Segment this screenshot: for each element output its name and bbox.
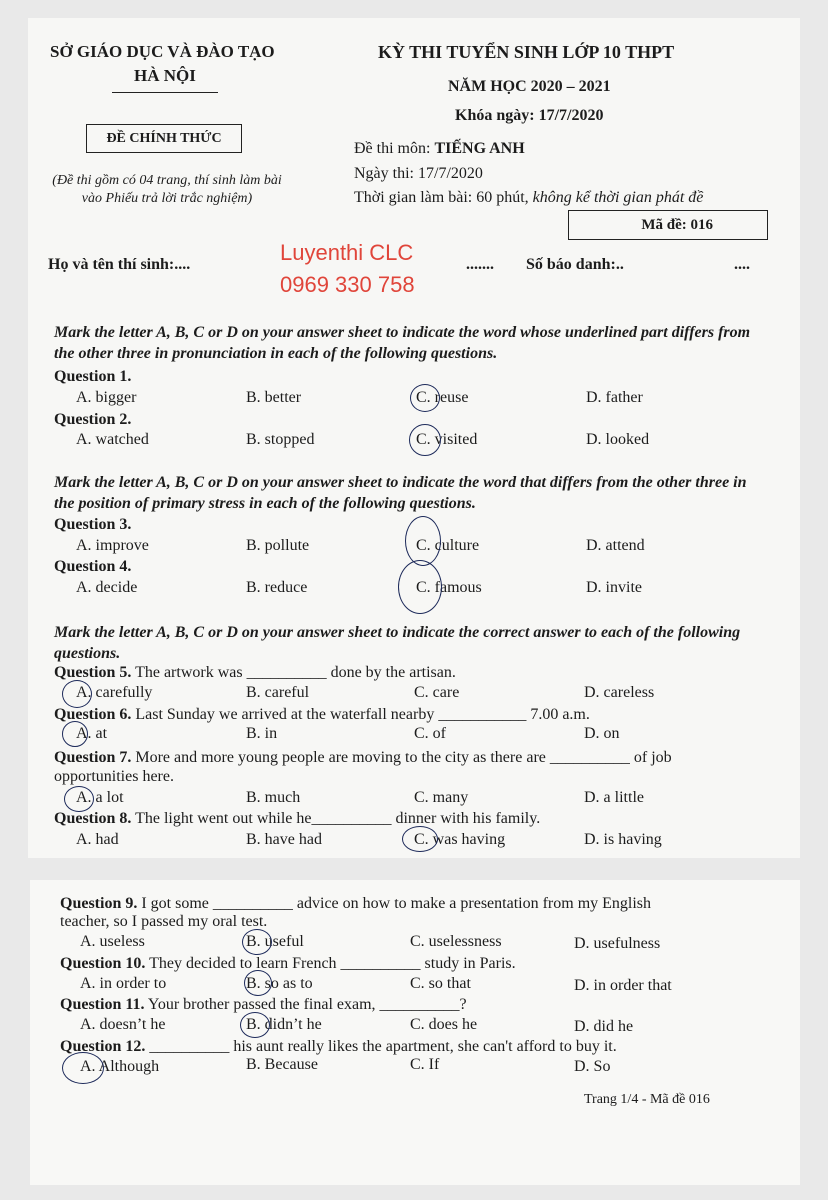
option-b: B. better	[246, 389, 302, 406]
option-c: C. does he	[410, 1016, 478, 1033]
option-d: D. attend	[586, 537, 645, 554]
question-row: Question 10. They decided to learn French __________ study in Paris.	[60, 955, 516, 972]
answer-circle	[62, 680, 92, 708]
question-continuation: opportunities here.	[54, 768, 174, 785]
option-b: B. careful	[246, 684, 310, 701]
option-d: D. invite	[586, 579, 642, 596]
option-d: D. a little	[584, 789, 644, 806]
question-row: Question 8. The light went out while he__________ dinner with his family.	[54, 810, 541, 827]
question-label: Question 2.	[54, 411, 132, 428]
option-b: B. pollute	[246, 537, 310, 554]
option-b: B. much	[246, 789, 301, 806]
option-c: C. of	[414, 725, 446, 742]
exam-code-box: Mã đề: 016	[568, 210, 768, 240]
subject-line: Đề thi môn: TIẾNG ANH	[354, 140, 525, 157]
option-d: D. is having	[584, 831, 662, 848]
option-b: B. reduce	[246, 579, 308, 596]
option-a: A. in order to	[80, 975, 167, 992]
option-b: B. so as to	[246, 975, 313, 992]
answer-circle	[62, 1052, 104, 1084]
answer-circle	[242, 929, 272, 955]
answer-circle	[64, 786, 94, 812]
department-name: SỞ GIÁO DỤC VÀ ĐÀO TẠO	[50, 42, 275, 61]
answer-circle	[244, 970, 272, 996]
option-d: D. did he	[574, 1018, 634, 1035]
option-a: A. useless	[80, 933, 145, 950]
exam-date: Khóa ngày: 17/7/2020	[455, 107, 604, 124]
city-name: HÀ NỘI	[134, 66, 196, 85]
option-c: C. care	[414, 684, 460, 701]
option-c: C. If	[410, 1056, 440, 1073]
candidate-name-label: Họ và tên thí sinh:....	[48, 256, 191, 273]
name-dots: .......	[466, 256, 494, 273]
page-footer: Trang 1/4 - Mã đề 016	[584, 1092, 710, 1107]
watermark-name: Luyenthi CLC	[280, 240, 414, 265]
question-row: Question 11. Your brother passed the final exam, __________?	[60, 996, 467, 1013]
question-row: Question 6. Last Sunday we arrived at the waterfall nearby ___________ 7.00 a.m.	[54, 706, 590, 723]
instruction-pronunciation: Mark the letter A, B, C or D on your answer sheet to indicate the word whose underlined part differs from the other three in pronunciation in each of the following questions.	[54, 324, 751, 362]
option-c: C. uselessness	[410, 933, 502, 950]
option-c: C. reuse	[416, 389, 469, 406]
option-c: C. visited	[416, 431, 478, 448]
option-a: A. watched	[76, 431, 149, 448]
option-d: D. usefulness	[574, 935, 661, 952]
option-c: C. culture	[416, 537, 480, 554]
question-row: Question 9. I got some __________ advice on how to make a presentation from my English	[60, 895, 652, 912]
question-row: Question 12. __________ his aunt really likes the apartment, she can't afford to buy it.	[60, 1038, 617, 1055]
option-b: B. stopped	[246, 431, 315, 448]
answer-circle	[402, 826, 438, 852]
option-a: A. decide	[76, 579, 138, 596]
option-b: B. have had	[246, 831, 322, 848]
option-a: A. had	[76, 831, 119, 848]
time-line: Thời gian làm bài: 60 phút, không kể thời gian phát đề	[354, 189, 704, 206]
option-a: A. improve	[76, 537, 149, 554]
option-d: D. on	[584, 725, 620, 742]
question-row: Question 7. More and more young people are moving to the city as there are __________ of job	[54, 749, 672, 766]
answer-circle	[410, 384, 440, 412]
answer-circle	[409, 424, 441, 456]
option-b: B. useful	[246, 933, 304, 950]
option-d: D. in order that	[574, 977, 672, 994]
answer-circle	[398, 560, 442, 614]
official-badge: ĐỀ CHÍNH THỨC	[86, 124, 242, 153]
exam-note: (Đề thi gồm có 04 trang, thí sinh làm bài vào Phiếu trả lời trắc nghiệm)	[52, 173, 282, 206]
question-continuation: teacher, so I passed my oral test.	[60, 913, 268, 930]
option-d: D. careless	[584, 684, 655, 701]
divider	[112, 92, 218, 93]
option-a: A. a lot	[76, 789, 124, 806]
option-a: A. doesn’t he	[80, 1016, 166, 1033]
answer-circle	[62, 721, 88, 747]
option-b: B. Because	[246, 1056, 318, 1073]
watermark-phone: 0969 330 758	[280, 272, 415, 297]
question-label: Question 4.	[54, 558, 132, 575]
test-date: Ngày thi: 17/7/2020	[354, 165, 483, 182]
answer-circle	[240, 1012, 270, 1038]
option-b: B. didn’t he	[246, 1016, 322, 1033]
school-year: NĂM HỌC 2020 – 2021	[448, 78, 611, 95]
option-d: D. looked	[586, 431, 650, 448]
instruction-stress: Mark the letter A, B, C or D on your answer sheet to indicate the word that differs from the other three in the position of primary stress in each of the following questions.	[54, 474, 747, 512]
answer-circle	[405, 516, 441, 566]
option-d: D. father	[586, 389, 643, 406]
option-c: C. so that	[410, 975, 471, 992]
option-c: C. famous	[416, 579, 482, 596]
option-c: C. many	[414, 789, 469, 806]
option-a: A. bigger	[76, 389, 137, 406]
question-label: Question 1.	[54, 368, 132, 385]
option-c: C. was having	[414, 831, 506, 848]
option-d: D. So	[574, 1058, 611, 1075]
option-a: A. carefully	[76, 684, 153, 701]
instruction-correct-answer: Mark the letter A, B, C or D on your answer sheet to indicate the correct answer to each of the following questions.	[54, 624, 741, 662]
question-label: Question 3.	[54, 516, 132, 533]
option-a: A. at	[76, 725, 108, 742]
candidate-number-label: Số báo danh:..	[526, 256, 624, 273]
question-row: Question 5. The artwork was __________ done by the artisan.	[54, 664, 456, 681]
number-dots: ....	[734, 256, 750, 273]
option-a: A. Although	[80, 1058, 160, 1075]
option-b: B. in	[246, 725, 278, 742]
exam-title: KỲ THI TUYỂN SINH LỚP 10 THPT	[378, 42, 675, 62]
